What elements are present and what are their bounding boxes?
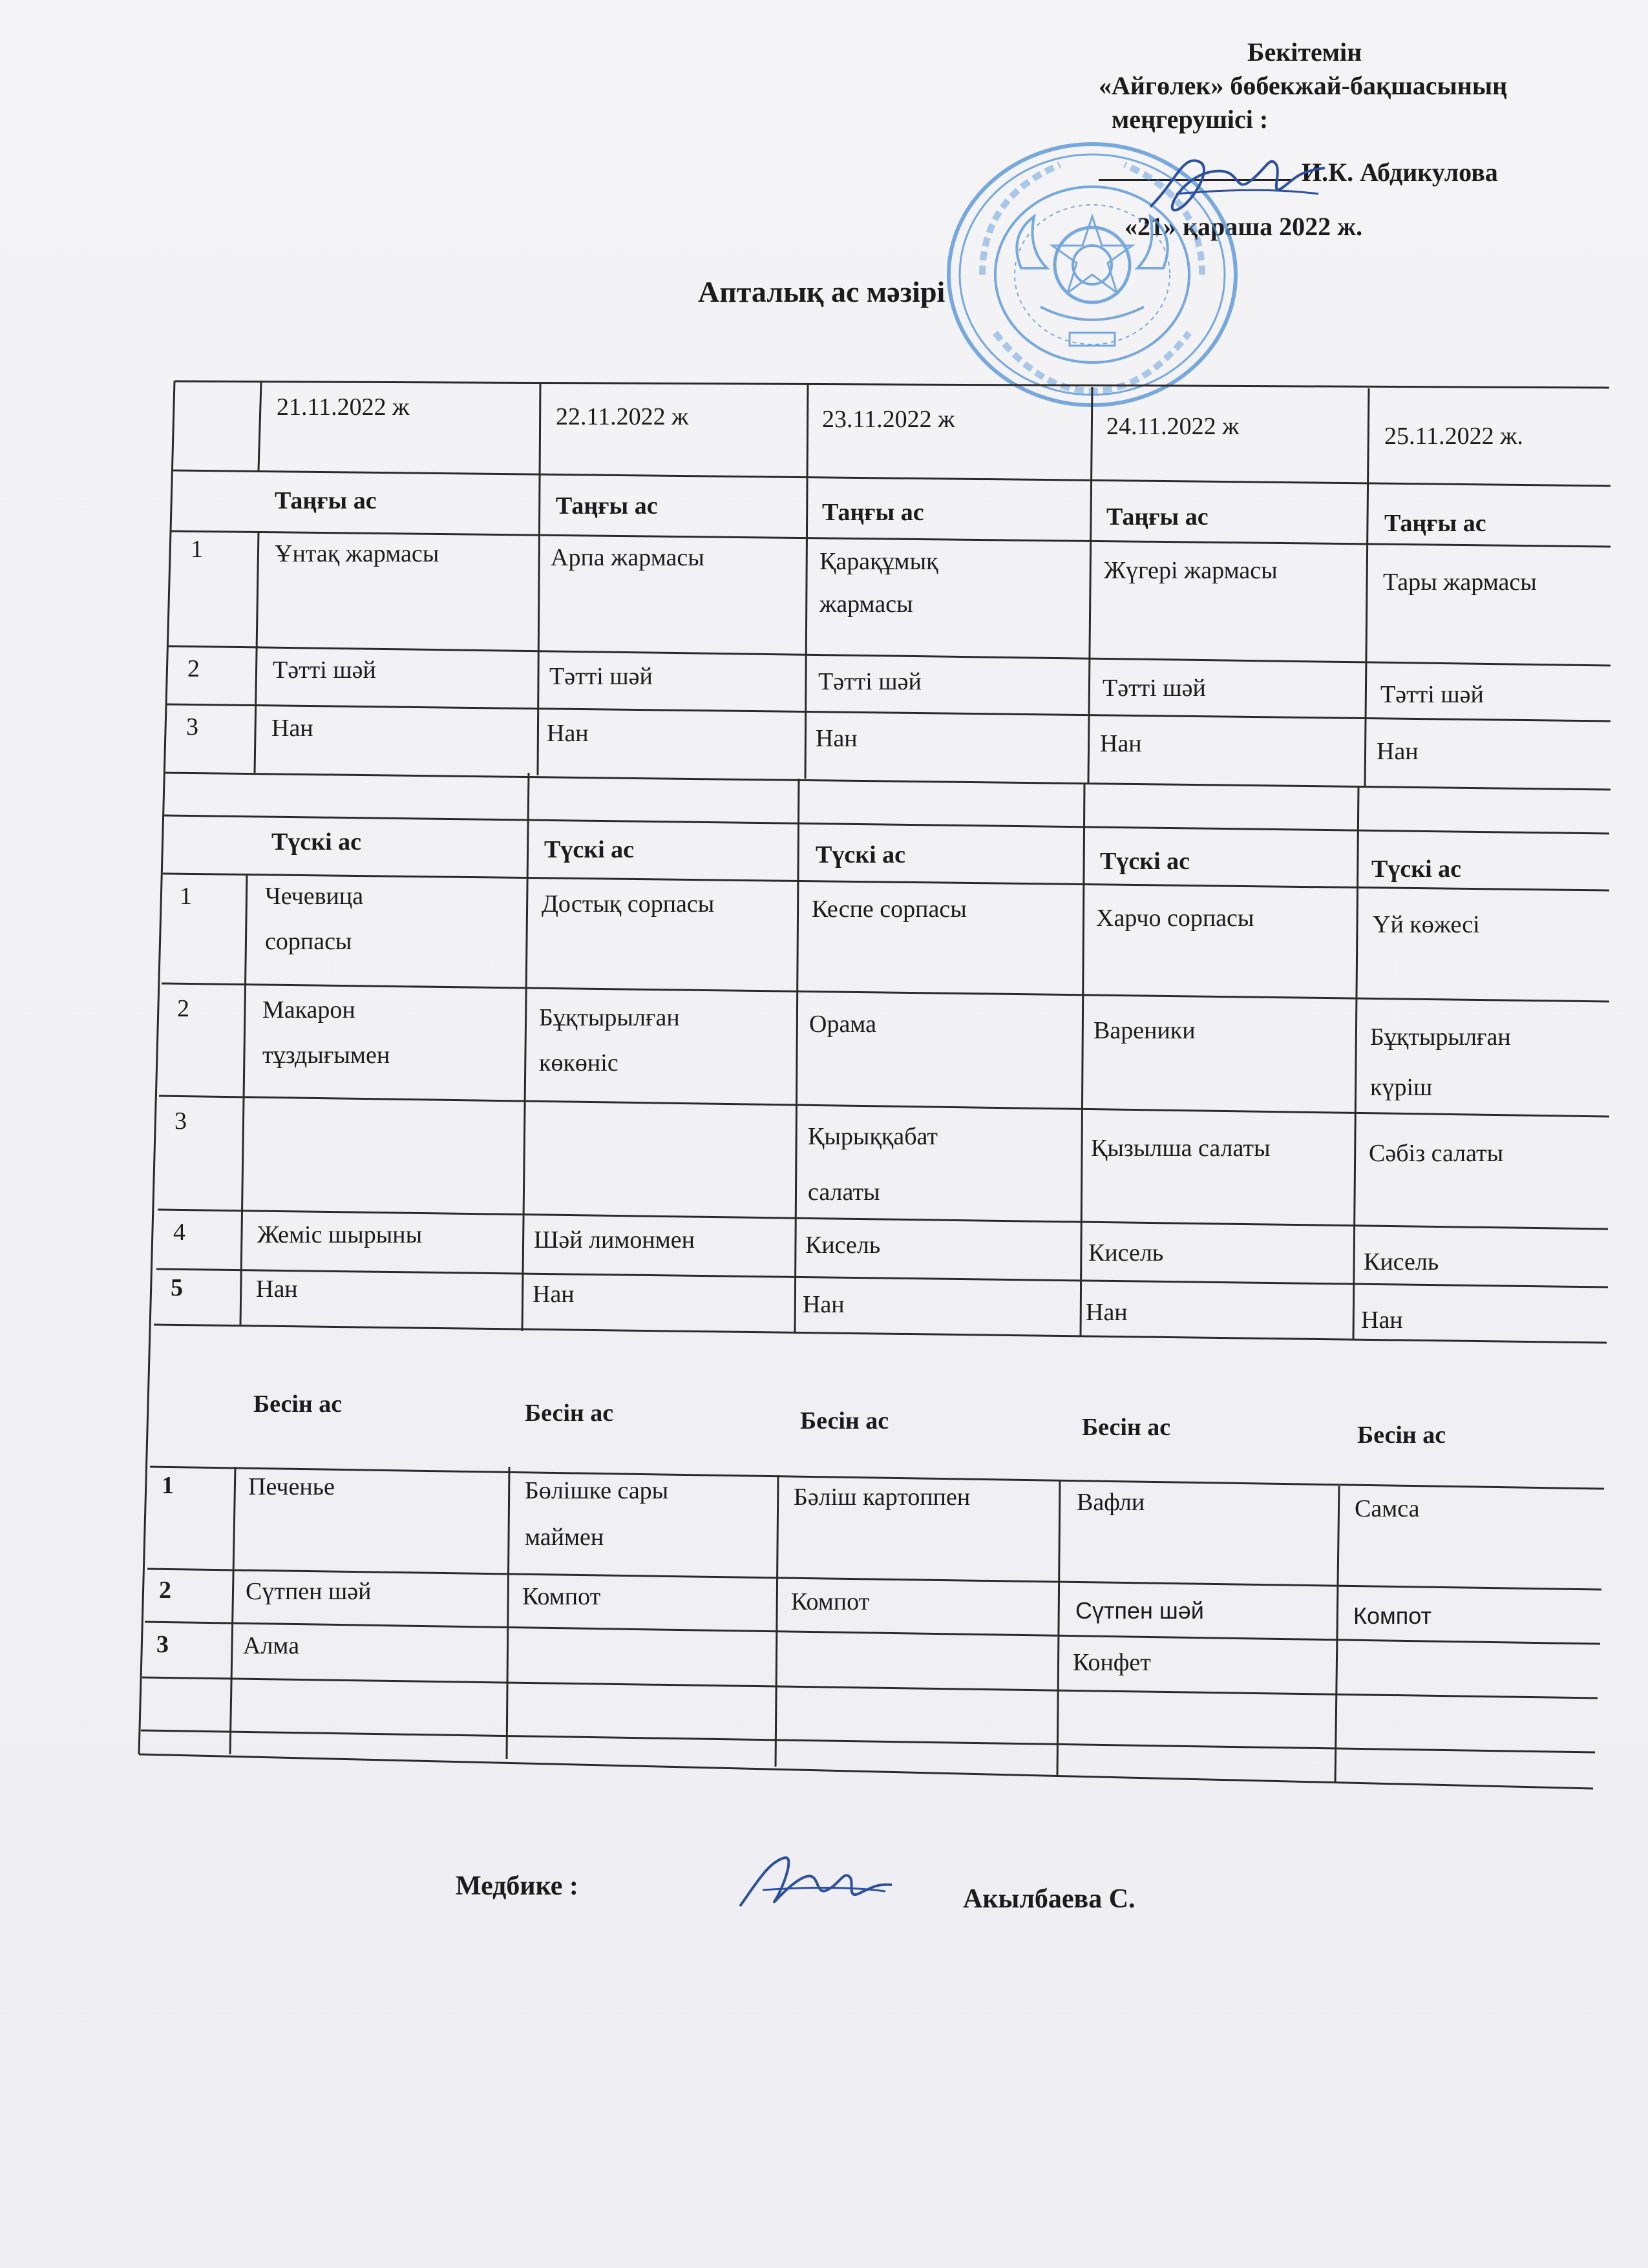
snack-row-1-number: 1 — [162, 1472, 174, 1499]
breakfast-row-1-number: 1 — [191, 536, 203, 563]
lunch-row-1-day-3: Кеспе сорпасы — [812, 896, 967, 923]
snack-row-1-day-1: Печенье — [248, 1473, 335, 1500]
breakfast-header-3: Таңғы ас — [822, 499, 924, 526]
snack-row-1-day-2-line-2: маймен — [525, 1524, 604, 1551]
date-header-4: 24.11.2022 ж — [1106, 413, 1240, 440]
breakfast-row-3-day-3: Нан — [816, 725, 858, 752]
lunch-row-2-day-3: Орама — [809, 1011, 876, 1038]
breakfast-row-3-day-4: Нан — [1100, 730, 1142, 757]
lunch-row-3-day-4: Қызылша салаты — [1091, 1135, 1271, 1162]
snack-row-3-day-1: Алма — [243, 1632, 300, 1659]
breakfast-row-3-day-2: Нан — [547, 720, 589, 747]
lunch-row-2-day-1-line-2: тұздығымен — [262, 1042, 390, 1069]
snack-row-1-day-4: Вафли — [1077, 1489, 1145, 1516]
approval-date: «21» қараша 2022 ж. — [1125, 212, 1363, 241]
breakfast-row-3-day-1: Нан — [271, 715, 313, 742]
lunch-row-4-day-2: Шәй лимонмен — [534, 1226, 695, 1254]
lunch-row-1-number: 1 — [180, 883, 192, 910]
breakfast-row-1-day-3-line-1: Қарақұмық — [819, 548, 938, 575]
nurse-name: Акылбаева С. — [963, 1884, 1136, 1914]
snack-row-2-day-4: Сүтпен шәй — [1075, 1597, 1204, 1624]
lunch-row-2-number: 2 — [177, 995, 189, 1022]
snack-header-4: Бесін ас — [1082, 1414, 1171, 1441]
lunch-header-3: Түскі ас — [816, 841, 906, 868]
snack-row-1-day-2-line-1: Бөлішке сары — [525, 1477, 669, 1504]
breakfast-row-1-day-5: Тары жармасы — [1383, 569, 1537, 596]
breakfast-row-2-day-5: Тәтті шәй — [1380, 681, 1484, 708]
lunch-row-1-day-1-line-1: Чечевица — [265, 883, 364, 910]
approval-heading: Бекітемін — [1247, 37, 1362, 67]
lunch-row-2-day-2-line-1: Бұқтырылған — [539, 1004, 680, 1031]
date-header-3: 23.11.2022 ж — [822, 406, 955, 433]
breakfast-header-2: Таңғы ас — [556, 492, 658, 520]
snack-header-1: Бесін ас — [253, 1391, 343, 1418]
snack-row-3-number: 3 — [156, 1631, 169, 1658]
nurse-signature-icon — [730, 1845, 898, 1916]
lunch-row-1-day-4: Харчо сорпасы — [1096, 905, 1254, 932]
lunch-row-4-day-5: Кисель — [1364, 1248, 1439, 1276]
breakfast-row-2-day-1: Тәтті шәй — [273, 656, 376, 684]
lunch-row-3-number: 3 — [174, 1108, 187, 1135]
lunch-row-5-day-4: Нан — [1086, 1299, 1128, 1326]
breakfast-header-5: Таңғы ас — [1384, 510, 1486, 537]
lunch-header-2: Түскі ас — [544, 836, 635, 863]
snack-header-5: Бесін ас — [1357, 1422, 1446, 1449]
nurse-label: Медбике : — [456, 1871, 578, 1901]
lunch-row-2-day-1-line-1: Макарон — [262, 996, 355, 1024]
breakfast-row-1-day-1: Ұнтақ жармасы — [275, 540, 439, 567]
lunch-row-5-day-1: Нан — [256, 1276, 298, 1303]
lunch-header-4: Түскі ас — [1100, 848, 1190, 875]
lunch-row-1-day-5: Үй көжесі — [1373, 911, 1480, 938]
lunch-header-1: Түскі ас — [271, 828, 362, 856]
lunch-row-5-number: 5 — [171, 1274, 183, 1301]
lunch-row-3-day-3-line-2: салаты — [808, 1179, 880, 1206]
breakfast-header-1: Таңғы ас — [275, 487, 377, 514]
lunch-row-1-day-2: Достық сорпасы — [542, 890, 715, 918]
lunch-row-2-day-4: Вареники — [1093, 1017, 1196, 1044]
lunch-row-2-day-2-line-2: көкөніс — [539, 1049, 618, 1076]
snack-header-3: Бесін ас — [800, 1407, 889, 1434]
lunch-row-4-number: 4 — [173, 1219, 185, 1246]
lunch-row-1-day-1-line-2: сорпасы — [265, 928, 352, 955]
snack-row-1-day-5: Самса — [1355, 1495, 1420, 1522]
approval-signer-name: И.К. Абдикулова — [1302, 158, 1498, 187]
breakfast-row-1-day-3-line-2: жармасы — [819, 591, 913, 618]
snack-row-2-day-3: Компот — [791, 1588, 870, 1615]
lunch-row-5-day-5: Нан — [1361, 1307, 1403, 1334]
director-signature-icon — [1137, 136, 1331, 226]
snack-row-3-day-4: Конфет — [1073, 1649, 1151, 1676]
lunch-row-4-day-3: Кисель — [805, 1232, 881, 1259]
snack-row-2-number: 2 — [159, 1577, 171, 1604]
breakfast-row-2-day-4: Тәтті шәй — [1103, 675, 1206, 702]
lunch-row-3-day-5: Сәбіз салаты — [1369, 1140, 1504, 1167]
breakfast-row-1-day-2: Арпа жармасы — [551, 544, 704, 571]
snack-row-2-day-5: Компот — [1353, 1602, 1431, 1629]
snack-header-2: Бесін ас — [525, 1400, 614, 1427]
lunch-row-2-day-5-line-2: күріш — [1370, 1074, 1433, 1101]
lunch-header-5: Түскі ас — [1371, 856, 1462, 883]
lunch-row-4-day-4: Кисель — [1088, 1239, 1164, 1266]
approval-position: меңгерушісі : — [1112, 105, 1269, 134]
date-header-5: 25.11.2022 ж. — [1384, 423, 1523, 450]
snack-row-2-day-1: Сүтпен шәй — [246, 1578, 372, 1605]
breakfast-row-3-number: 3 — [186, 713, 198, 740]
lunch-row-3-day-3-line-1: Қырыққабат — [808, 1123, 938, 1150]
date-header-2: 22.11.2022 ж — [556, 403, 689, 430]
lunch-row-5-day-2: Нан — [533, 1281, 575, 1308]
lunch-row-4-day-1: Жеміс шырыны — [257, 1221, 423, 1248]
approval-organization: «Айгөлек» бөбекжай-бақшасының — [1099, 71, 1508, 100]
breakfast-row-2-day-2: Тәтті шәй — [549, 663, 653, 690]
breakfast-row-3-day-5: Нан — [1377, 738, 1419, 765]
lunch-row-2-day-5-line-1: Бұқтырылған — [1370, 1024, 1511, 1051]
document-title: Апталық ас мәзірі — [698, 275, 945, 308]
lunch-row-5-day-3: Нан — [803, 1291, 845, 1318]
date-header-1: 21.11.2022 ж — [277, 394, 410, 421]
breakfast-row-1-day-4: Жүгері жармасы — [1104, 557, 1278, 584]
breakfast-row-2-day-3: Тәтті шәй — [818, 668, 922, 695]
breakfast-row-2-number: 2 — [187, 655, 200, 682]
breakfast-header-4: Таңғы ас — [1106, 503, 1209, 530]
snack-row-2-day-2: Компот — [522, 1583, 601, 1610]
snack-row-1-day-3: Бәліш картоппен — [794, 1484, 971, 1511]
